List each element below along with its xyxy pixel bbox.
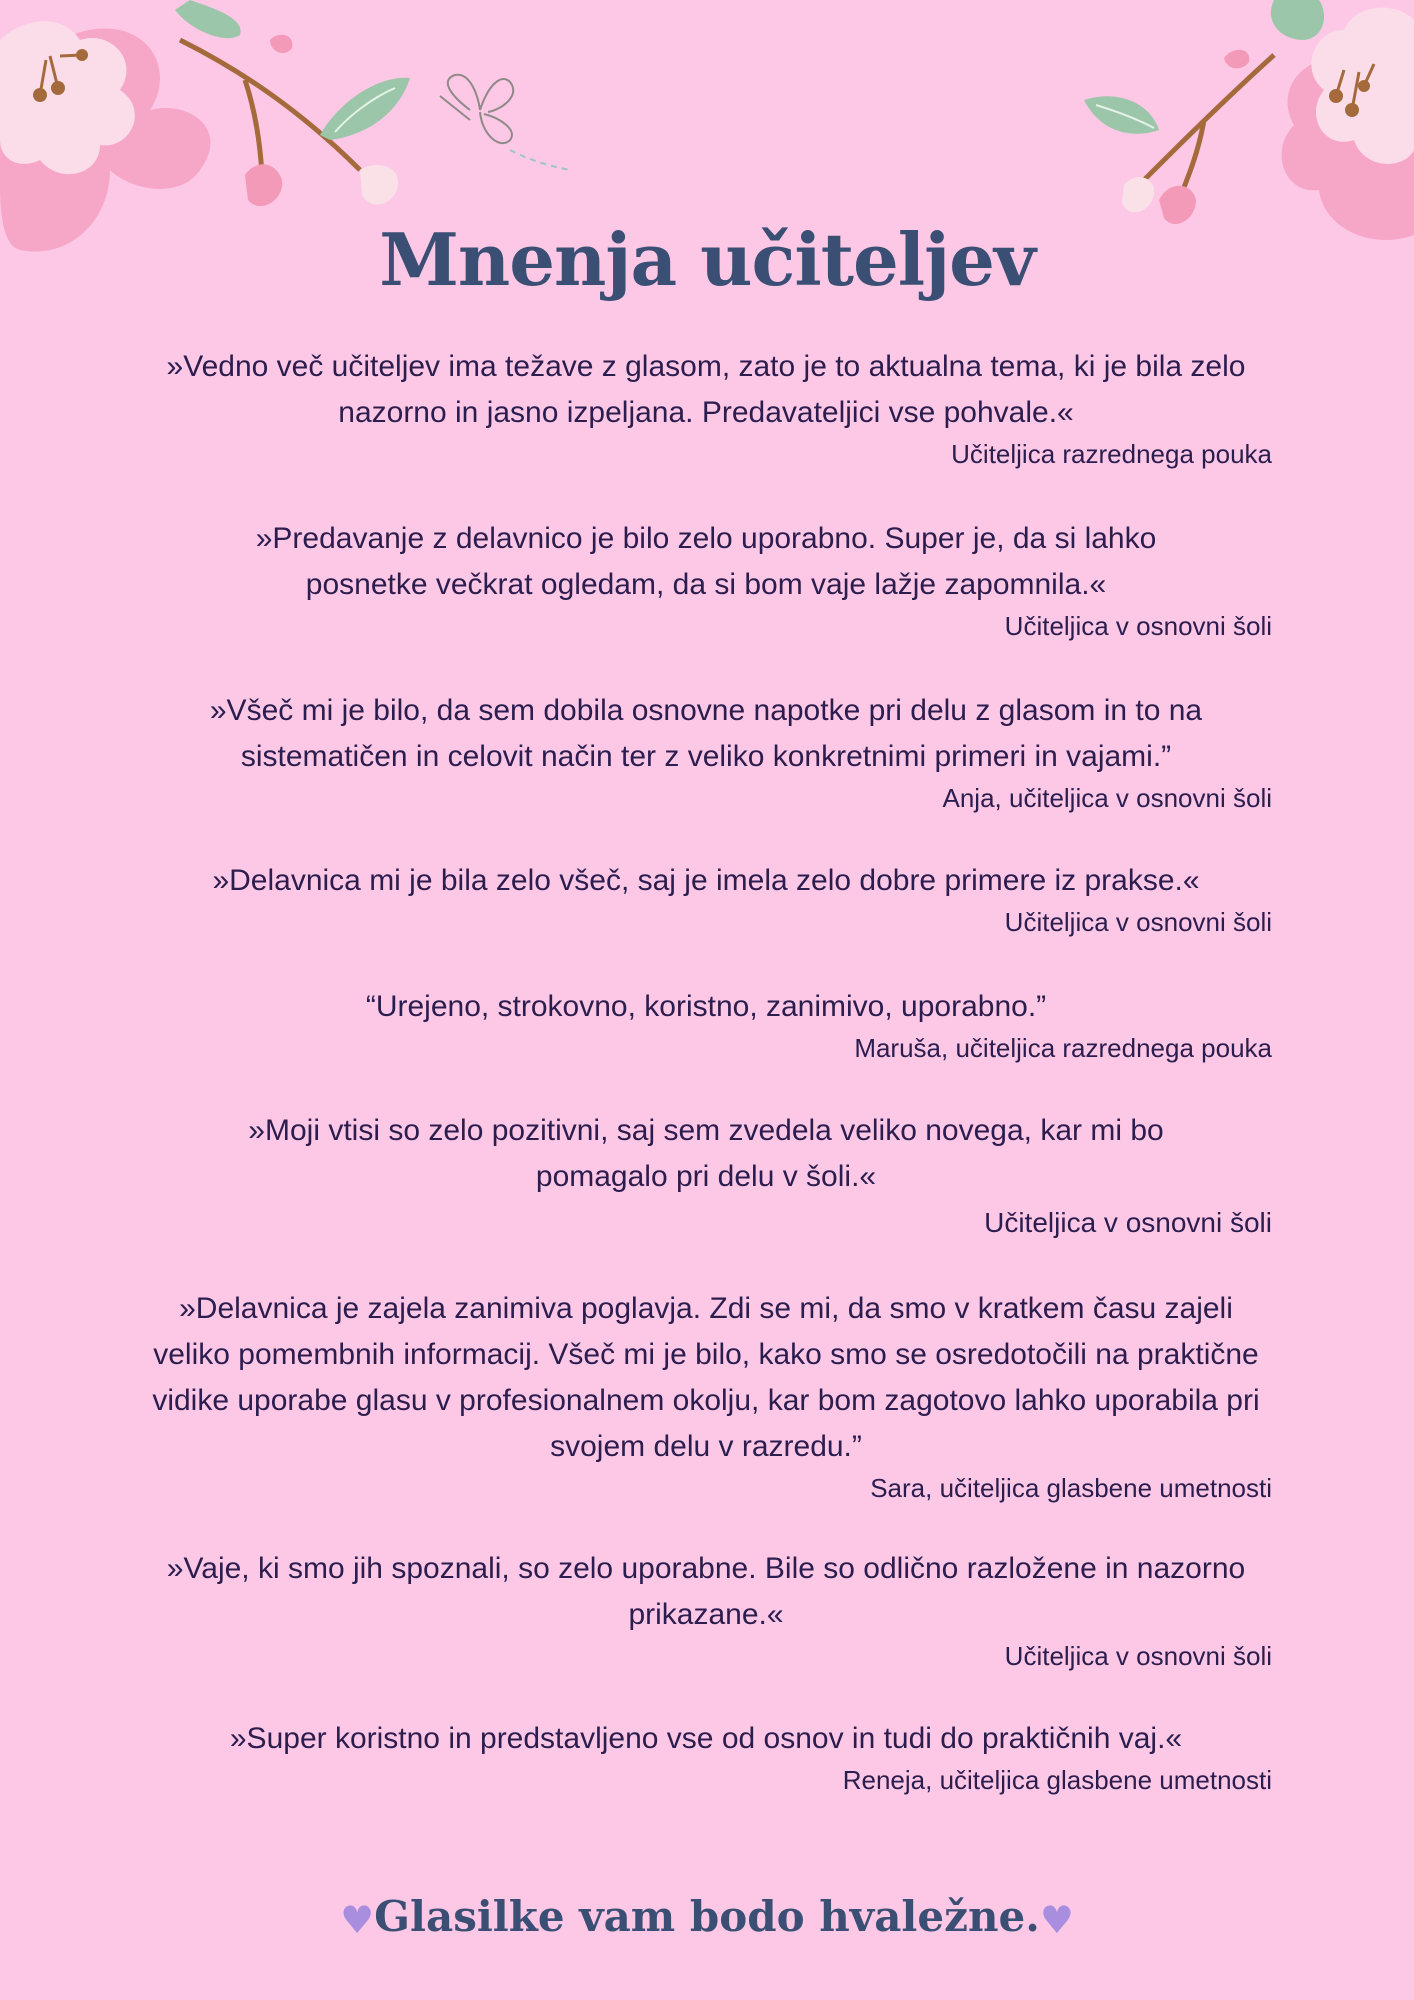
- testimonial-author: Maruša, učiteljica razrednega pouka: [854, 1033, 1272, 1063]
- testimonial-author: Anja, učiteljica v osnovni šoli: [942, 783, 1272, 813]
- closing-message: [0, 1890, 1414, 1947]
- leaf-icon: [175, 0, 410, 140]
- testimonial: [140, 1716, 1272, 1798]
- heart-icon: ♥: [1039, 1897, 1074, 1942]
- testimonial-quote: »Vaje, ki smo jih spoznali, so zelo uporabne. Bile so odlično razložene in nazorno prikazane.«: [166, 1552, 1246, 1631]
- flower-icon: [0, 21, 210, 251]
- testimonial-author: Učiteljica v osnovni šoli: [1004, 907, 1272, 937]
- closing-message-text: Glasilke vam bodo hvaležne.: [374, 1892, 1040, 1941]
- testimonial-quote: »Predavanje z delavnico je bilo zelo uporabno. Super je, da si lahko posnetke večkrat ogledam, da si bom vaje lažje zapomnila.«: [255, 522, 1157, 601]
- testimonial-author: Reneja, učiteljica glasbene umetnosti: [842, 1765, 1272, 1795]
- testimonial-quote: »Delavnica mi je bila zelo všeč, saj je imela zelo dobre primere iz prakse.«: [212, 864, 1200, 897]
- testimonial: [140, 344, 1272, 472]
- testimonial-quote: »Delavnica je zajela zanimiva poglavja. Zdi se mi, da smo v kratkem času zajeli veliko pomembnih informacij. Všeč mi je bilo, kako smo se osredotočili na praktične vidike uporabe glasu v profesionalnem okolju, kar bom zagotovo lahko uporabila pri svojem delu v razredu.”: [152, 1292, 1260, 1463]
- testimonial: [140, 1108, 1272, 1246]
- testimonial: [140, 688, 1272, 816]
- testimonial-author: Učiteljica v osnovni šoli: [1004, 1641, 1272, 1671]
- testimonial-quote: »Vedno več učiteljev ima težave z glasom, zato je to aktualna tema, ki je bila zelo nazorno in jasno izpeljana. Predavateljici vse pohvale.«: [166, 350, 1246, 429]
- testimonial-quote: »Moji vtisi so zelo pozitivni, saj sem zvedela veliko novega, kar mi bo pomagalo pri delu v šoli.«: [248, 1114, 1164, 1193]
- testimonial: [140, 516, 1272, 644]
- heart-icon: ♥: [340, 1897, 375, 1942]
- testimonial: [140, 858, 1272, 940]
- testimonial-quote: »Všeč mi je bilo, da sem dobila osnovne napotke pri delu z glasom in to na sistematičen in celovit način ter z veliko konkretnimi primeri in vajami.”: [209, 694, 1203, 773]
- testimonial-author: Učiteljica razrednega pouka: [951, 439, 1272, 469]
- leaf-icon: [1084, 0, 1324, 134]
- page-title: Mnenja učiteljev: [379, 217, 1035, 302]
- testimonial-author: Učiteljica v osnovni šoli: [1004, 611, 1272, 641]
- testimonial-quote: »Super koristno in predstavljeno vse od osnov in tudi do praktičnih vaj.«: [229, 1722, 1183, 1755]
- testimonial-author: Učiteljica v osnovni šoli: [984, 1207, 1272, 1238]
- testimonial: [140, 1546, 1272, 1674]
- testimonials-list: [140, 344, 1272, 1798]
- testimonial-author: Sara, učiteljica glasbene umetnosti: [870, 1473, 1272, 1503]
- testimonial-quote: “Urejeno, strokovno, koristno, zanimivo, uporabno.”: [365, 990, 1047, 1023]
- testimonial: [140, 1286, 1272, 1506]
- testimonial: [140, 984, 1272, 1066]
- butterfly-icon: [440, 75, 570, 170]
- flower-icon: [1282, 8, 1414, 240]
